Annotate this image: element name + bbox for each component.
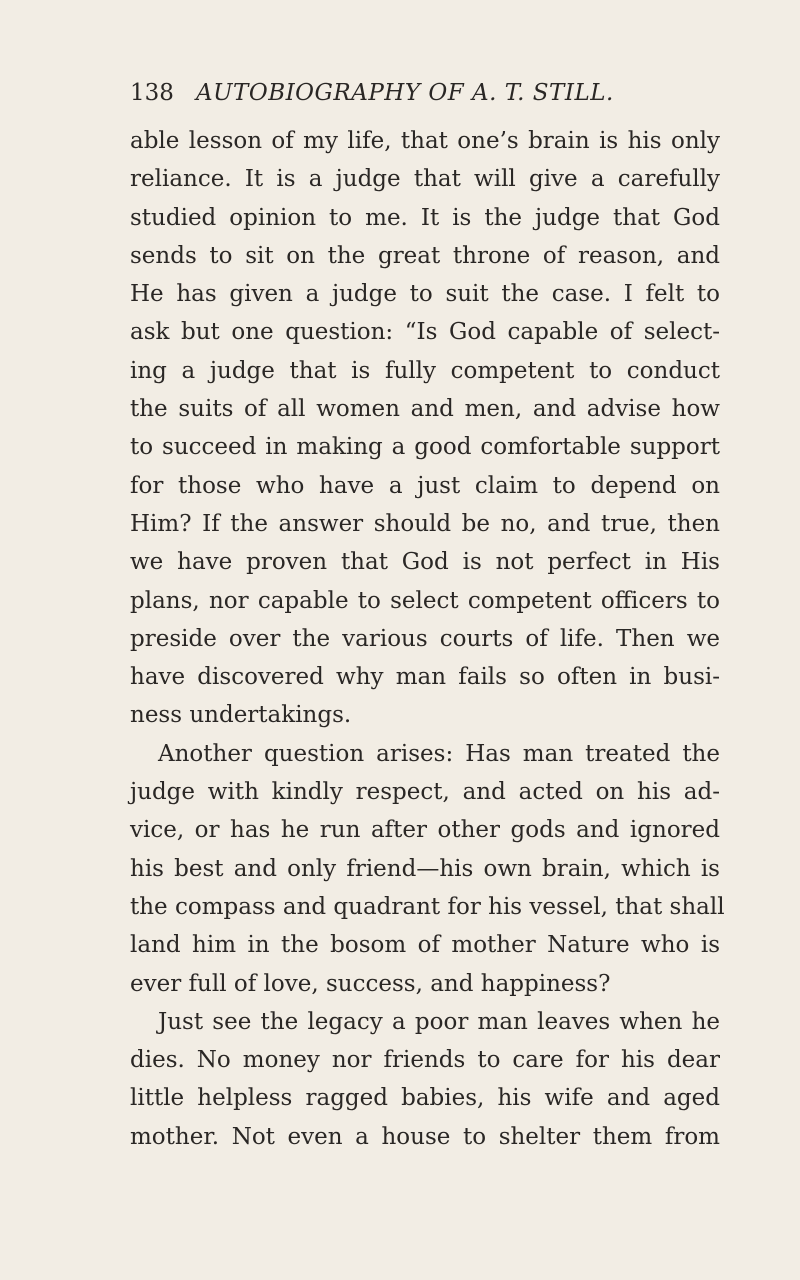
text-line: studied opinion to me. It is the judge that God	[130, 204, 720, 231]
text-line: ing a judge that is fully competent to conduct	[130, 357, 720, 384]
text-line: reliance. It is a judge that will give a carefully	[130, 166, 720, 193]
text-line: He has given a judge to suit the case. I felt to	[130, 281, 720, 308]
text-line: the suits of all women and men, and advise how	[130, 396, 720, 423]
text-line: land him in the bosom of mother Nature who is	[130, 932, 720, 959]
text-line: Him? If the answer should be no, and true, then	[130, 510, 720, 537]
text-line: to succeed in making a good comfortable support	[130, 434, 720, 461]
text-line: vice, or has he run after other gods and ignored	[130, 817, 720, 844]
text-line: Another question arises: Has man treated the	[158, 740, 720, 767]
text-line: ask but one question: “Is God capable of select-	[130, 319, 720, 346]
text-line: Just see the legacy a poor man leaves when he	[158, 1008, 720, 1035]
body-text	[130, 122, 725, 1156]
text-line: sends to sit on the great throne of reason, and	[130, 242, 720, 269]
text-line: plans, nor capable to select competent officers to	[130, 587, 720, 614]
text-line: little helpless ragged babies, his wife and aged	[130, 1085, 720, 1112]
text-line: we have proven that God is not perfect in His	[130, 549, 720, 576]
text-line: the compass and quadrant for his vessel, that shall	[130, 893, 725, 920]
text-line: dies. No money nor friends to care for his dear	[130, 1047, 720, 1074]
text-line: preside over the various courts of life. Then we	[130, 625, 720, 652]
text-line: judge with kindly respect, and acted on his ad-	[130, 779, 720, 806]
text-line: for those who have a just claim to depend on	[130, 472, 720, 499]
text-line: ness undertakings.	[130, 702, 352, 729]
running-header	[130, 76, 730, 110]
text-line: ever full of love, success, and happiness?	[130, 970, 611, 997]
text-line: have discovered why man fails so often in busi-	[130, 664, 720, 691]
text-line: mother. Not even a house to shelter them from	[130, 1123, 720, 1150]
text-line: able lesson of my life, that one’s brain is his only	[130, 128, 720, 154]
page-number: 138	[130, 80, 174, 106]
running-title: AUTOBIOGRAPHY OF A. T. STILL.	[196, 80, 614, 106]
text-line: his best and only friend—his own brain, which is	[130, 855, 720, 882]
